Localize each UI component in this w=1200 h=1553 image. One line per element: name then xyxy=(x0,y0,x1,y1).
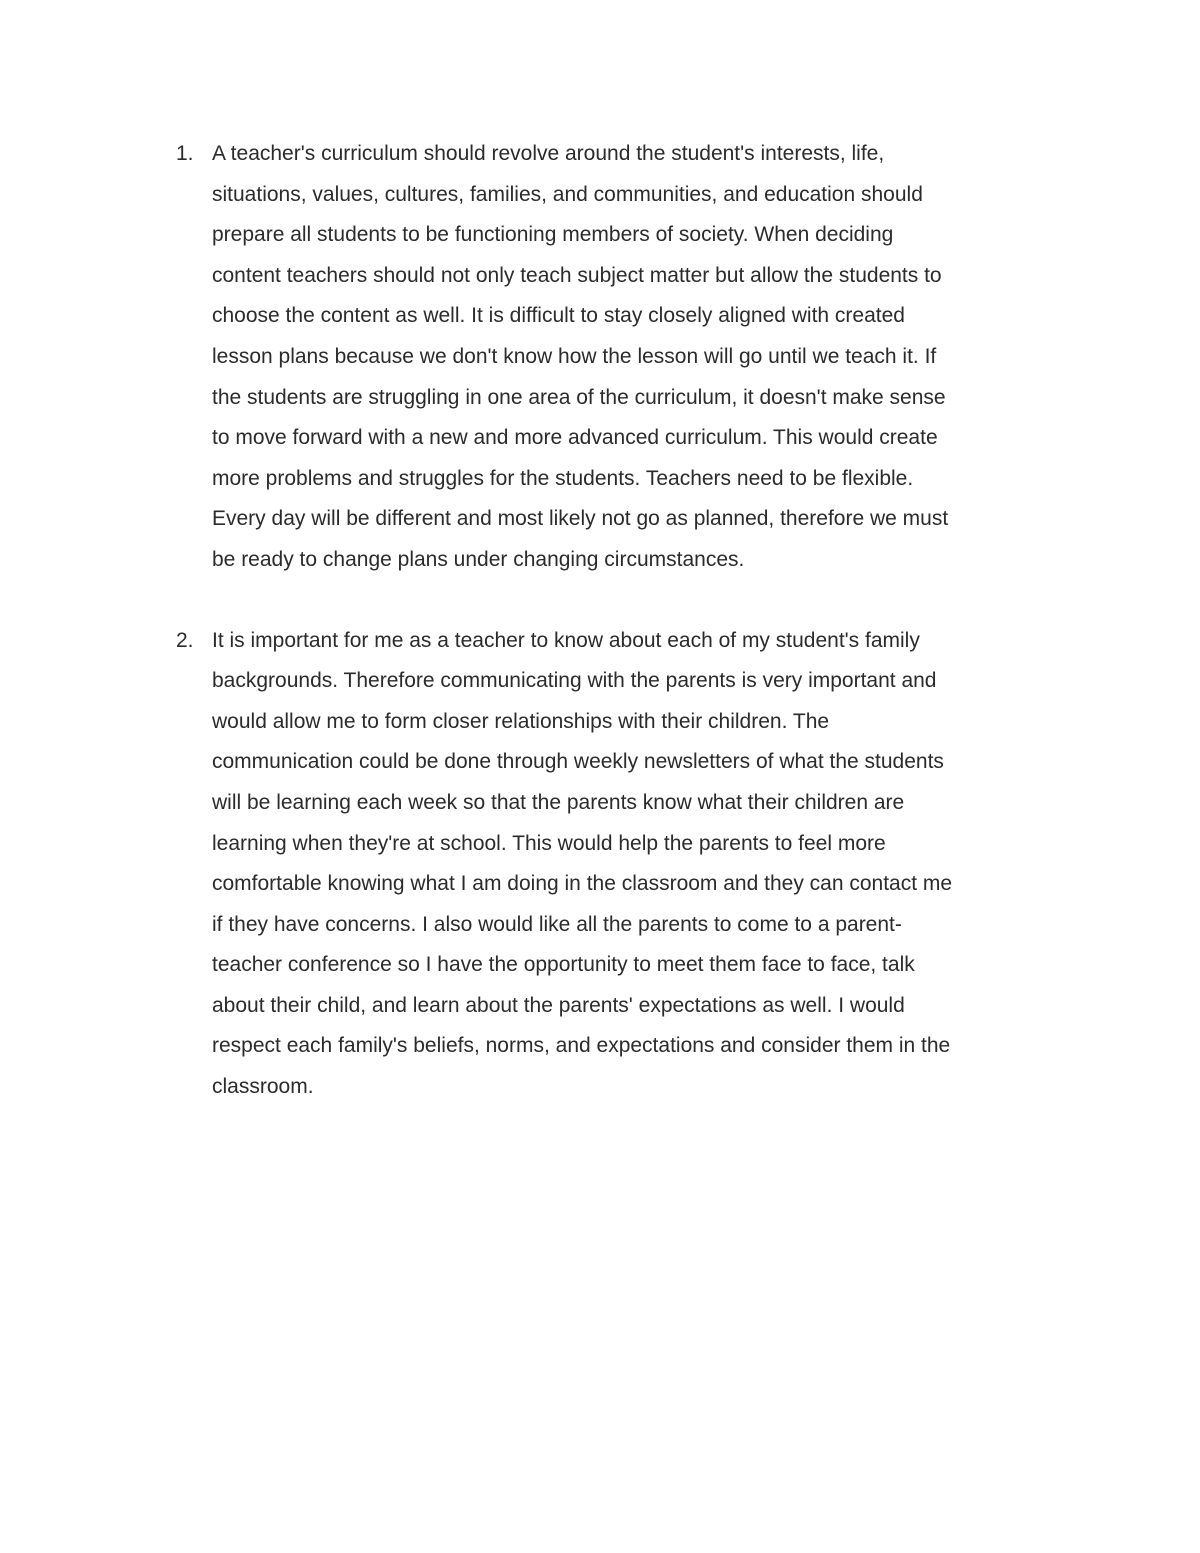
list-item xyxy=(0,621,1200,1108)
list-item-number: 2. xyxy=(176,628,194,652)
list-item xyxy=(0,134,1200,581)
list-item-number: 1. xyxy=(176,142,194,165)
list-item-paragraph: It is important for me as a teacher to know about each of my student's family backgrounds. Therefore communicating with the parents is very important and would allow me to form closer relationships with their children. The communication could be done through weekly newsletters of what the students will be learning each week so that the parents know what their children are learning when they're at school. This would help the parents to feel more comfortable knowing what I am doing in the classroom and they can contact me if they have concerns. I also would like all the parents to come to a parent- teacher conference so I have the opportunity to meet them face to face, talk about their child, and learn about the parents' expectations as well. I would respect each family's beliefs, norms, and expectations and consider them in the classroom. xyxy=(212,628,953,1099)
numbered-list xyxy=(0,134,1200,1148)
list-item-paragraph: A teacher's curriculum should revolve around the student's interests, life, situations, values, cultures, families, and communities, and education should prepare all students to be functioning members of society. When deciding content teachers should not only teach subject matter but allow the students to choose the content as well. It is difficult to stay closely aligned with created lesson plans because we don't know how the lesson will go until we teach it. If the students are struggling in one area of the curriculum, it doesn't make sense to move forward with a new and more advanced curriculum. This would create more problems and struggles for the students. Teachers need to be flexible. Every day will be different and most likely not go as planned, therefore we must be ready to change plans under changing circumstances. xyxy=(212,142,949,571)
